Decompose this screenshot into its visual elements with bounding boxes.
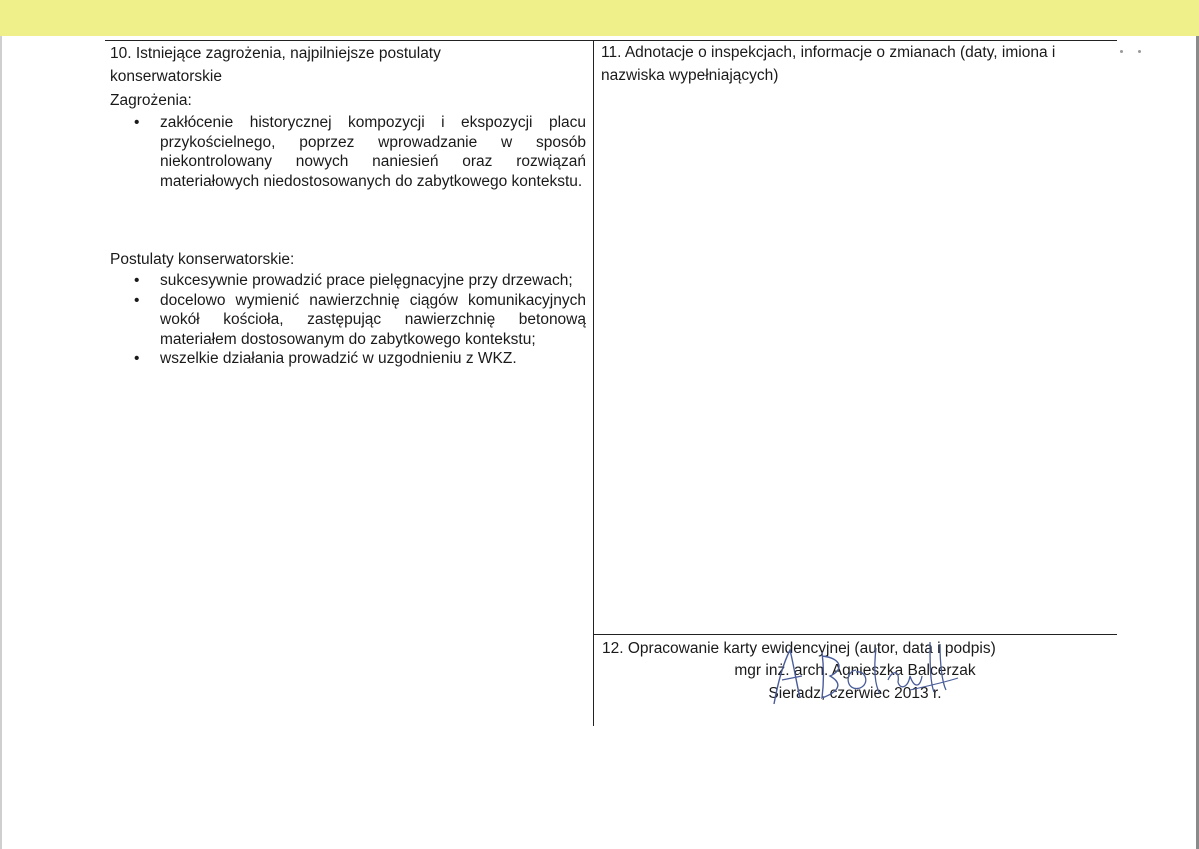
section10-heading-line2: konserwatorskie (110, 68, 222, 85)
scan-speck (1120, 50, 1123, 53)
postulate-text: wszelkie działania prowadzić w uzgodnieniu z WKZ. (160, 350, 517, 368)
postulates-label: Postulaty konserwatorskie: (110, 251, 295, 268)
section12-heading: 12. Opracowanie karty ewidencyjnej (autor, data i podpis) (602, 640, 996, 657)
list-item (132, 291, 586, 350)
threats-list (132, 113, 586, 191)
list-item (132, 113, 586, 191)
section10-heading-line1: 10. Istniejące zagrożenia, najpilniejsze postulaty (110, 45, 441, 62)
bullet-icon: • (134, 272, 140, 289)
bullet-icon: • (134, 350, 140, 368)
top-rule (105, 40, 1117, 41)
scan-top-strip (0, 0, 1199, 36)
postulate-text: sukcesywnie prowadzić prace pielęgnacyjne przy drzewach; (160, 272, 573, 289)
postulate-text: docelowo wymienić nawierzchnię ciągów komunikacyjnych wokół kościoła, zastępując nawierzchnię betonową materiałem dostosowanym do zabytkowego kontekstu; (160, 291, 586, 348)
postulates-list (132, 271, 586, 369)
bullet-icon: • (134, 291, 140, 309)
list-item (132, 271, 586, 291)
signature-image (760, 632, 960, 712)
bullet-icon: • (134, 114, 140, 131)
scan-speck (1138, 50, 1141, 53)
threat-text: zakłócenie historycznej kompozycji i ekspozycji placu przykościelnego, poprzez wprowadzanie w sposób niekontrolowany nowych naniesień oraz rozwiązań materiałowych niedostosowanych do zabytkowego kontekstu. (160, 114, 586, 190)
section11-heading-line2: nazwiska wypełniających) (601, 67, 779, 84)
author-name: mgr inż. arch. Agnieszka Balcerzak (734, 662, 976, 679)
section11-heading-line1: 11. Adnotacje o inspekcjach, informacje o zmianach (daty, imiona i (601, 44, 1056, 61)
place-date: Sieradz, czerwiec 2013 r. (768, 685, 942, 702)
list-item (132, 349, 586, 369)
threats-label: Zagrożenia: (110, 92, 192, 109)
scan-left-edge (0, 36, 2, 849)
column-divider (593, 40, 594, 726)
